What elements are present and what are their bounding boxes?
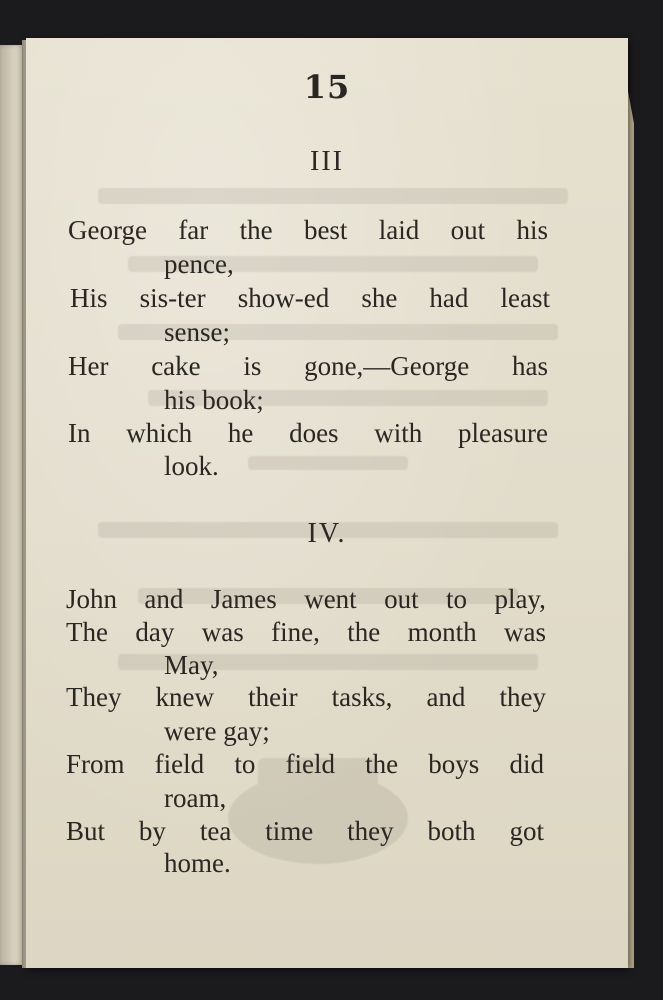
verse-line-continuation: roam,	[164, 783, 227, 813]
verse-line-continuation: home.	[164, 848, 231, 878]
book-page	[26, 38, 628, 968]
word: show-ed	[237, 283, 330, 313]
word: was	[503, 617, 546, 647]
word: boys	[428, 749, 480, 779]
word: time	[265, 816, 314, 846]
word: tasks,	[331, 682, 393, 712]
word: both	[427, 816, 476, 846]
word: out	[450, 215, 486, 245]
verse-line-continuation: sense;	[164, 317, 230, 347]
word: the	[347, 617, 381, 647]
word: to	[234, 749, 256, 779]
word: and	[144, 584, 184, 614]
word: month	[407, 617, 477, 647]
word: tea	[199, 816, 232, 846]
word: best	[303, 215, 348, 245]
word: knew	[155, 682, 215, 712]
word: went	[304, 584, 357, 614]
word: Her	[68, 351, 109, 381]
verse-line	[70, 283, 550, 314]
word: They	[66, 682, 122, 712]
word: which	[126, 418, 193, 448]
word: is	[243, 351, 262, 381]
word: George	[68, 215, 147, 245]
verse-line-continuation: his book;	[164, 385, 264, 415]
stanza-heading-iii: III	[310, 146, 344, 177]
verse-line-continuation: May,	[164, 650, 219, 680]
word: least	[500, 283, 550, 313]
word: John	[66, 584, 118, 614]
verse-line	[66, 816, 544, 847]
word: The	[66, 617, 108, 647]
verse-line	[66, 749, 544, 780]
word: they	[499, 682, 546, 712]
verse-line-continuation: were gay;	[164, 716, 270, 746]
verse-line-continuation: pence,	[164, 249, 234, 279]
verse-line	[68, 351, 548, 382]
word: His	[70, 283, 108, 313]
word: play,	[494, 584, 546, 614]
word: his	[516, 215, 548, 245]
word: they	[347, 816, 394, 846]
word: sis-ter	[139, 283, 206, 313]
word: the	[239, 215, 273, 245]
word: has	[511, 351, 548, 381]
word: James	[210, 584, 277, 614]
word: day	[135, 617, 175, 647]
verse-line	[66, 682, 546, 713]
page-number: 15	[303, 68, 351, 106]
word: with	[374, 418, 423, 448]
word: by	[138, 816, 166, 846]
word: the	[365, 749, 399, 779]
word: laid	[378, 215, 420, 245]
word: got	[509, 816, 544, 846]
word: From	[66, 749, 125, 779]
verse-line	[66, 584, 546, 615]
word: But	[66, 816, 106, 846]
word: and	[426, 682, 466, 712]
word: gone,—George	[304, 351, 470, 381]
word: fine,	[271, 617, 320, 647]
verse-line-continuation: look.	[164, 451, 219, 481]
word: to	[446, 584, 468, 614]
word: did	[509, 749, 544, 779]
word: he	[227, 418, 254, 448]
verse-line	[66, 617, 546, 648]
word: pleasure	[458, 418, 548, 448]
word: field	[154, 749, 205, 779]
word: field	[285, 749, 335, 779]
word: out	[384, 584, 419, 614]
word: In	[68, 418, 91, 448]
word: their	[248, 682, 298, 712]
verse-line	[68, 418, 548, 449]
previous-page-edge	[0, 45, 24, 965]
stanza-heading-iv: IV.	[307, 518, 347, 549]
word: had	[429, 283, 469, 313]
word: was	[201, 617, 244, 647]
word: far	[178, 215, 209, 245]
word: she	[361, 283, 398, 313]
word: cake	[151, 351, 201, 381]
word: does	[289, 418, 339, 448]
verse-line	[68, 215, 548, 246]
